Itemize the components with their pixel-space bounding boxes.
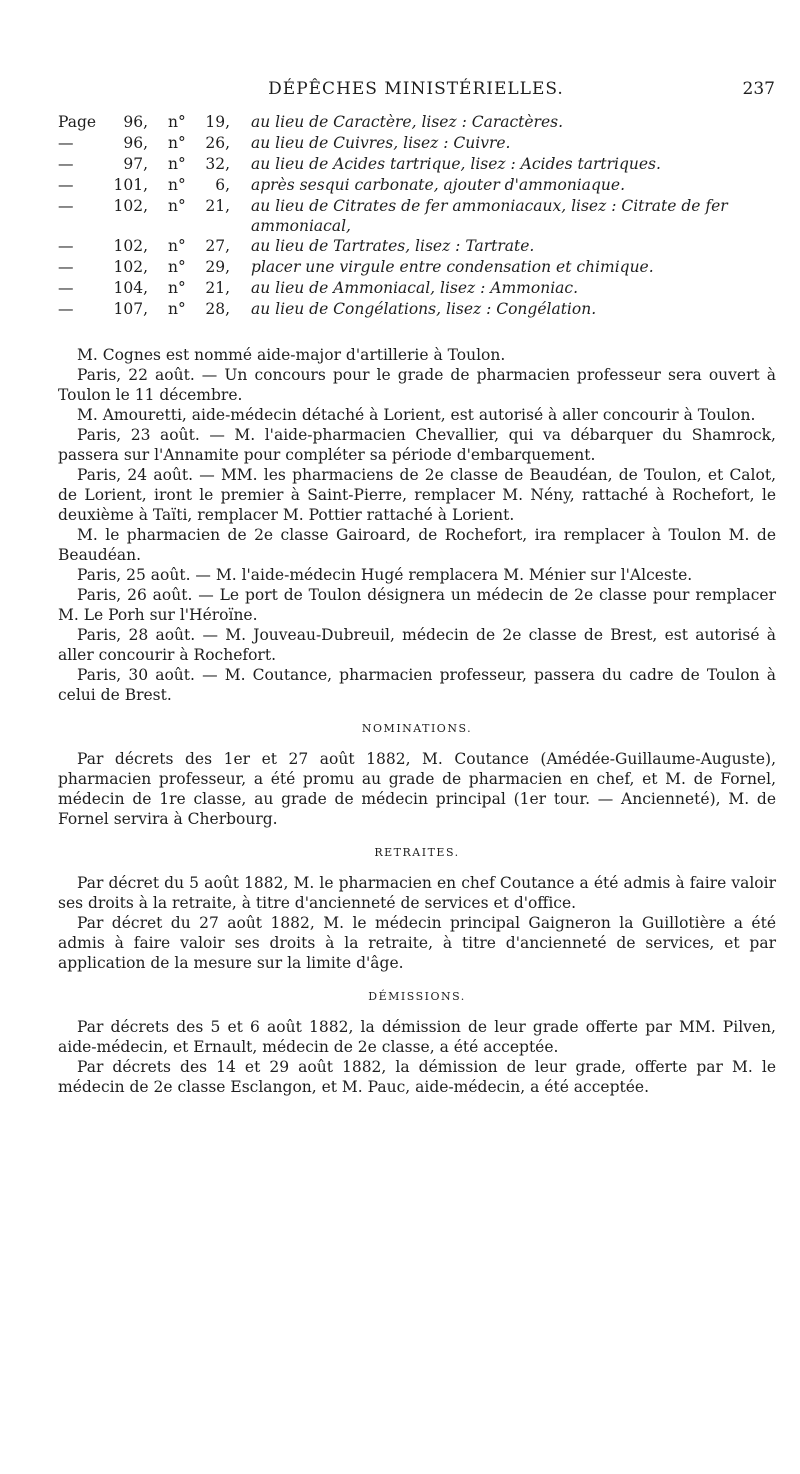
erratum-line [58,154,776,175]
erratum-correction: au lieu de Citrates de fer ammoniacaux, lisez : Citrate de fer ammoniacal, [251,197,728,235]
erratum-page: 102, [113,237,148,255]
section [58,987,776,1097]
paragraph: Paris, 26 août. — Le port de Toulon désignera un médecin de 2e classe pour remplacer M. Le Porh sur l'Héroïne. [58,586,776,624]
paragraph: Par décret du 5 août 1882, M. le pharmacien en chef Coutance a été admis à faire valoir ses droits à la retraite, à titre d'ancienneté de services et d'office. [58,874,776,912]
section-heading: DÉMISSIONS. [368,990,466,1003]
erratum-line-number: 26, [205,134,230,152]
erratum-page: 97, [123,155,148,173]
erratum-correction: au lieu de Acides tartrique, lisez : Acides tartriques. [251,155,661,173]
erratum-line-number: 6, [215,176,230,194]
erratum-page-prefix: — [58,300,74,318]
paragraph: Par décrets des 1er et 27 août 1882, M. Coutance (Amédée-Guillaume-Auguste), pharmacien professeur, a été promu au grade de pharmacien en chef, et M. de Fornel, médecin de 1re classe, au grade de médecin principal (1er tour. — Ancienneté), M. de Fornel servira à Cherbourg. [58,750,776,828]
erratum-page-prefix: — [58,134,74,152]
erratum-correction: au lieu de Ammoniacal, lisez : Ammoniac. [251,279,578,297]
erratum-no-prefix: n° [168,176,186,194]
erratum-no-prefix: n° [168,258,186,276]
erratum-correction: au lieu de Caractère, lisez : Caractères. [251,113,564,131]
erratum-line-number: 27, [205,237,230,255]
erratum-page-prefix: — [58,155,74,173]
erratum-line-number: 32, [205,155,230,173]
erratum-correction: après sesqui carbonate, ajouter d'ammoniaque. [251,176,625,194]
erratum-correction: au lieu de Tartrates, lisez : Tartrate. [251,237,535,255]
erratum-correction: placer une virgule entre condensation et chimique. [251,258,654,276]
erratum-line [58,236,776,257]
paragraph: Paris, 23 août. — M. l'aide-pharmacien Chevallier, qui va débarquer du Shamrock, passera sur l'Annamite pour compléter sa période d'embarquement. [58,426,776,464]
erratum-line-number: 28, [205,300,230,318]
erratum-line [58,112,776,133]
paragraph: M. Cognes est nommé aide-major d'artillerie à Toulon. [77,346,506,364]
erratum-no-prefix: n° [168,300,186,318]
erratum-page: 107, [113,300,148,318]
paragraph: Paris, 28 août. — M. Jouveau-Dubreuil, médecin de 2e classe de Brest, est autorisé à aller concourir à Rochefort. [58,626,776,664]
page-number: 237 [742,79,775,99]
erratum-page: 96, [123,113,148,131]
erratum-no-prefix: n° [168,155,186,173]
running-head [57,79,775,103]
erratum-line-number: 21, [205,197,230,215]
paragraph: M. Amouretti, aide-médecin détaché à Lorient, est autorisé à aller concourir à Toulon. [77,406,756,424]
erratum-page-prefix: — [58,258,74,276]
erratum-line [58,257,776,278]
errata-list [58,112,776,320]
erratum-line [58,133,776,154]
erratum-correction: au lieu de Cuivres, lisez : Cuivre. [251,134,511,152]
erratum-page: 102, [113,258,148,276]
erratum-correction: au lieu de Congélations, lisez : Congélation. [251,300,597,318]
paragraph: Paris, 22 août. — Un concours pour le grade de pharmacien professeur sera ouvert à Toulon le 11 décembre. [58,366,776,404]
erratum-no-prefix: n° [168,134,186,152]
erratum-line [58,278,776,299]
body-text [58,345,776,1097]
erratum-page-prefix: — [58,176,74,194]
paragraph: M. le pharmacien de 2e classe Gairoard, de Rochefort, ira remplacer à Toulon M. de Beaudéan. [58,526,776,564]
erratum-line [58,299,776,320]
erratum-page-prefix: Page [58,113,97,131]
erratum-page-prefix: — [58,279,74,297]
erratum-line [58,175,776,196]
erratum-line [58,196,776,236]
paragraph: Paris, 30 août. — M. Coutance, pharmacien professeur, passera du cadre de Toulon à celui de Brest. [58,666,776,704]
erratum-page: 101, [113,176,148,194]
erratum-no-prefix: n° [168,279,186,297]
erratum-no-prefix: n° [168,113,186,131]
section-heading: RETRAITES. [374,846,460,859]
running-title: DÉPÊCHES MINISTÉRIELLES. [268,79,564,99]
paragraph: Par décrets des 14 et 29 août 1882, la démission de leur grade, offerte par M. le médecin de 2e classe Esclangon, et M. Pauc, aide-médecin, a été acceptée. [58,1058,776,1096]
paragraph: Par décrets des 5 et 6 août 1882, la démission de leur grade offerte par MM. Pilven, aide-médecin, et Ernault, médecin de 2e classe, a été acceptée. [58,1018,776,1056]
erratum-line-number: 29, [205,258,230,276]
erratum-page-prefix: — [58,197,74,215]
paragraph: Paris, 25 août. — M. l'aide-médecin Hugé remplacera M. Ménier sur l'Alceste. [77,566,693,584]
section [58,719,776,829]
erratum-line-number: 21, [205,279,230,297]
erratum-no-prefix: n° [168,197,186,215]
erratum-line-number: 19, [205,113,230,131]
erratum-page: 96, [123,134,148,152]
paragraph: Par décret du 27 août 1882, M. le médecin principal Gaigneron la Guillotière a été admis à faire valoir ses droits à la retraite, à titre d'ancienneté de services, et par application de la mesure sur la limite d'âge. [58,914,776,972]
paragraph: Paris, 24 août. — MM. les pharmaciens de 2e classe de Beaudéan, de Toulon, et Calot, de Lorient, iront le premier à Saint-Pierre, remplacer M. Nény, rattaché à Rochefort, le deuxième à Taïti, remplacer M. Pottier rattaché à Lorient. [58,466,776,524]
section [58,843,776,973]
erratum-page: 102, [113,197,148,215]
section-heading: NOMINATIONS. [361,722,473,735]
erratum-page: 104, [113,279,148,297]
erratum-page-prefix: — [58,237,74,255]
erratum-no-prefix: n° [168,237,186,255]
